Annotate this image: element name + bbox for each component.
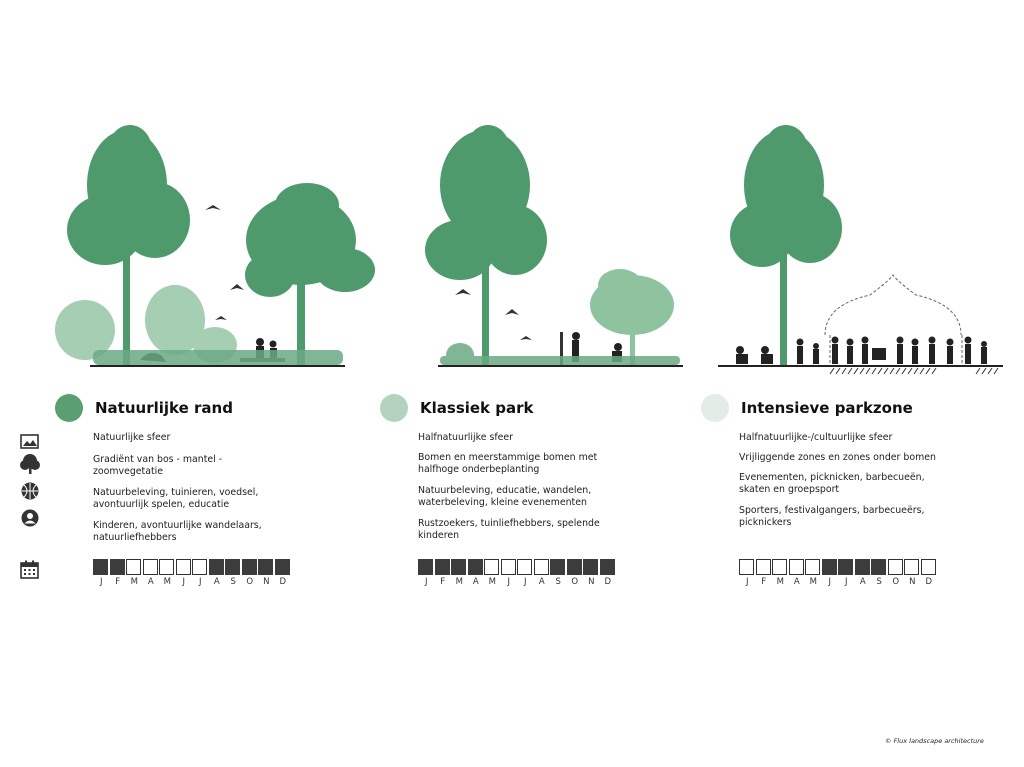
landscape-icon	[21, 435, 38, 448]
month-box	[921, 559, 936, 575]
month-letter: O	[892, 577, 900, 587]
ground-vegetation	[93, 350, 343, 365]
legend-icons	[20, 432, 40, 592]
month-letter: S	[555, 577, 561, 587]
month-letter: M	[809, 577, 817, 587]
month-box	[838, 559, 853, 575]
month-letter: O	[246, 577, 254, 587]
month-letter: J	[507, 577, 510, 587]
zone-title: Klassiek park	[420, 399, 534, 417]
row-gebruikers: Kinderen, avontuurlijke wandelaars, natuurliefhebbers	[93, 520, 262, 544]
month-box	[192, 559, 207, 575]
month-box	[789, 559, 804, 575]
month-box	[275, 559, 290, 575]
scene-intensieve-parkzone	[700, 110, 1010, 380]
month-box	[567, 559, 582, 575]
zone-color-dot	[380, 394, 408, 422]
month-letter: M	[488, 577, 496, 587]
tree-icon	[245, 183, 375, 365]
zone-natuurlijke-rand	[55, 392, 305, 587]
zone-color-dot	[701, 394, 729, 422]
month-box	[418, 559, 433, 575]
bird-icon	[205, 205, 244, 320]
zone-header	[55, 392, 305, 424]
month-letter: J	[182, 577, 185, 587]
user-icon	[22, 510, 39, 527]
row-activiteiten: Evenementen, picknicken, barbecueën, skaten en groepsport	[739, 472, 925, 496]
month-box	[110, 559, 125, 575]
month-box	[550, 559, 565, 575]
month-box	[126, 559, 141, 575]
month-box	[855, 559, 870, 575]
zone-header	[380, 392, 630, 424]
zone-klassiek-park	[380, 392, 630, 587]
month-box	[600, 559, 615, 575]
month-box	[93, 559, 108, 575]
calendar-icon	[21, 561, 38, 579]
month-letter: F	[761, 577, 767, 587]
month-letter: N	[588, 577, 595, 587]
month-letter: N	[909, 577, 916, 587]
month-letter: M	[776, 577, 784, 587]
hatched-foundation	[830, 368, 998, 374]
bird-icon	[455, 289, 532, 340]
month-box	[159, 559, 174, 575]
scene-klassiek-park	[390, 110, 690, 380]
month-letter: A	[859, 577, 866, 587]
month-box	[225, 559, 240, 575]
month-letter: S	[230, 577, 236, 587]
month-letter: F	[115, 577, 121, 587]
month-box	[451, 559, 466, 575]
month-box	[435, 559, 450, 575]
month-letter: O	[571, 577, 579, 587]
row-gebruikers: Rustzoekers, tuinliefhebbers, spelende kinderen	[418, 518, 600, 542]
month-box	[772, 559, 787, 575]
row-sfeer: Natuurlijke sfeer	[93, 432, 171, 443]
month-box	[258, 559, 273, 575]
people-icon	[736, 337, 987, 365]
month-letter: S	[876, 577, 882, 587]
month-box	[501, 559, 516, 575]
zone-color-dot	[55, 394, 83, 422]
tree-icon	[425, 125, 547, 365]
row-activiteiten: Natuurbeleving, educatie, wandelen, waterbeleving, kleine evenementen	[418, 485, 592, 509]
month-box	[739, 559, 754, 575]
month-letter: J	[844, 577, 848, 587]
scene-natuurlijke-rand	[45, 110, 385, 380]
activity-ball-icon	[22, 483, 39, 500]
month-box	[517, 559, 532, 575]
zone-title: Natuurlijke rand	[95, 399, 233, 417]
month-letter: A	[147, 577, 154, 587]
month-letter: M	[130, 577, 138, 587]
row-beplanting: Vrijliggende zones en zones onder bomen	[739, 452, 936, 463]
month-calendar	[418, 559, 616, 587]
month-box	[484, 559, 499, 575]
tree-icon	[590, 269, 674, 365]
month-box	[871, 559, 886, 575]
month-letter: J	[424, 577, 428, 587]
row-sfeer: Halfnatuurlijke-/cultuurlijke sfeer	[739, 432, 893, 443]
month-letter: A	[538, 577, 545, 587]
pavilion-icon	[825, 275, 962, 365]
month-letter: J	[828, 577, 831, 587]
month-letter: J	[523, 577, 527, 587]
month-box	[242, 559, 257, 575]
copyright-credit: © Flux landscape architecture	[885, 737, 984, 745]
month-box	[176, 559, 191, 575]
row-sfeer: Halfnatuurlijke sfeer	[418, 432, 514, 443]
month-letter: D	[279, 577, 287, 587]
month-box	[888, 559, 903, 575]
month-letter: F	[440, 577, 446, 587]
month-letter: M	[163, 577, 171, 587]
zone-header	[701, 392, 951, 424]
row-gebruikers: Sporters, festivalgangers, barbecueërs, picknickers	[739, 505, 925, 529]
month-box	[756, 559, 771, 575]
month-letter: A	[213, 577, 220, 587]
row-beplanting: Bomen en meerstammige bomen met halfhoge onderbeplanting	[418, 452, 598, 476]
month-box	[904, 559, 919, 575]
month-letter: J	[745, 577, 749, 587]
month-letter: J	[198, 577, 202, 587]
month-letter: J	[99, 577, 103, 587]
month-letter: D	[604, 577, 612, 587]
month-calendar	[739, 559, 937, 587]
month-box	[583, 559, 598, 575]
row-beplanting: Gradiënt van bos - mantel - zoomvegetatie	[93, 454, 223, 478]
month-calendar	[93, 559, 291, 587]
ground-line	[90, 365, 345, 367]
month-box	[822, 559, 837, 575]
month-box	[805, 559, 820, 575]
month-letter: D	[925, 577, 933, 587]
ground-line	[438, 365, 683, 367]
month-letter: N	[263, 577, 270, 587]
tree-icon	[20, 454, 40, 474]
month-box	[534, 559, 549, 575]
month-box	[468, 559, 483, 575]
zone-intensieve-parkzone	[701, 392, 951, 587]
month-box	[143, 559, 158, 575]
month-letter: A	[472, 577, 479, 587]
ground-line	[718, 365, 1003, 367]
row-activiteiten: Natuurbeleving, tuinieren, voedsel, avontuurlijk spelen, educatie	[93, 487, 259, 511]
month-letter: M	[455, 577, 463, 587]
zone-title: Intensieve parkzone	[741, 399, 913, 417]
month-letter: A	[793, 577, 800, 587]
month-box	[209, 559, 224, 575]
